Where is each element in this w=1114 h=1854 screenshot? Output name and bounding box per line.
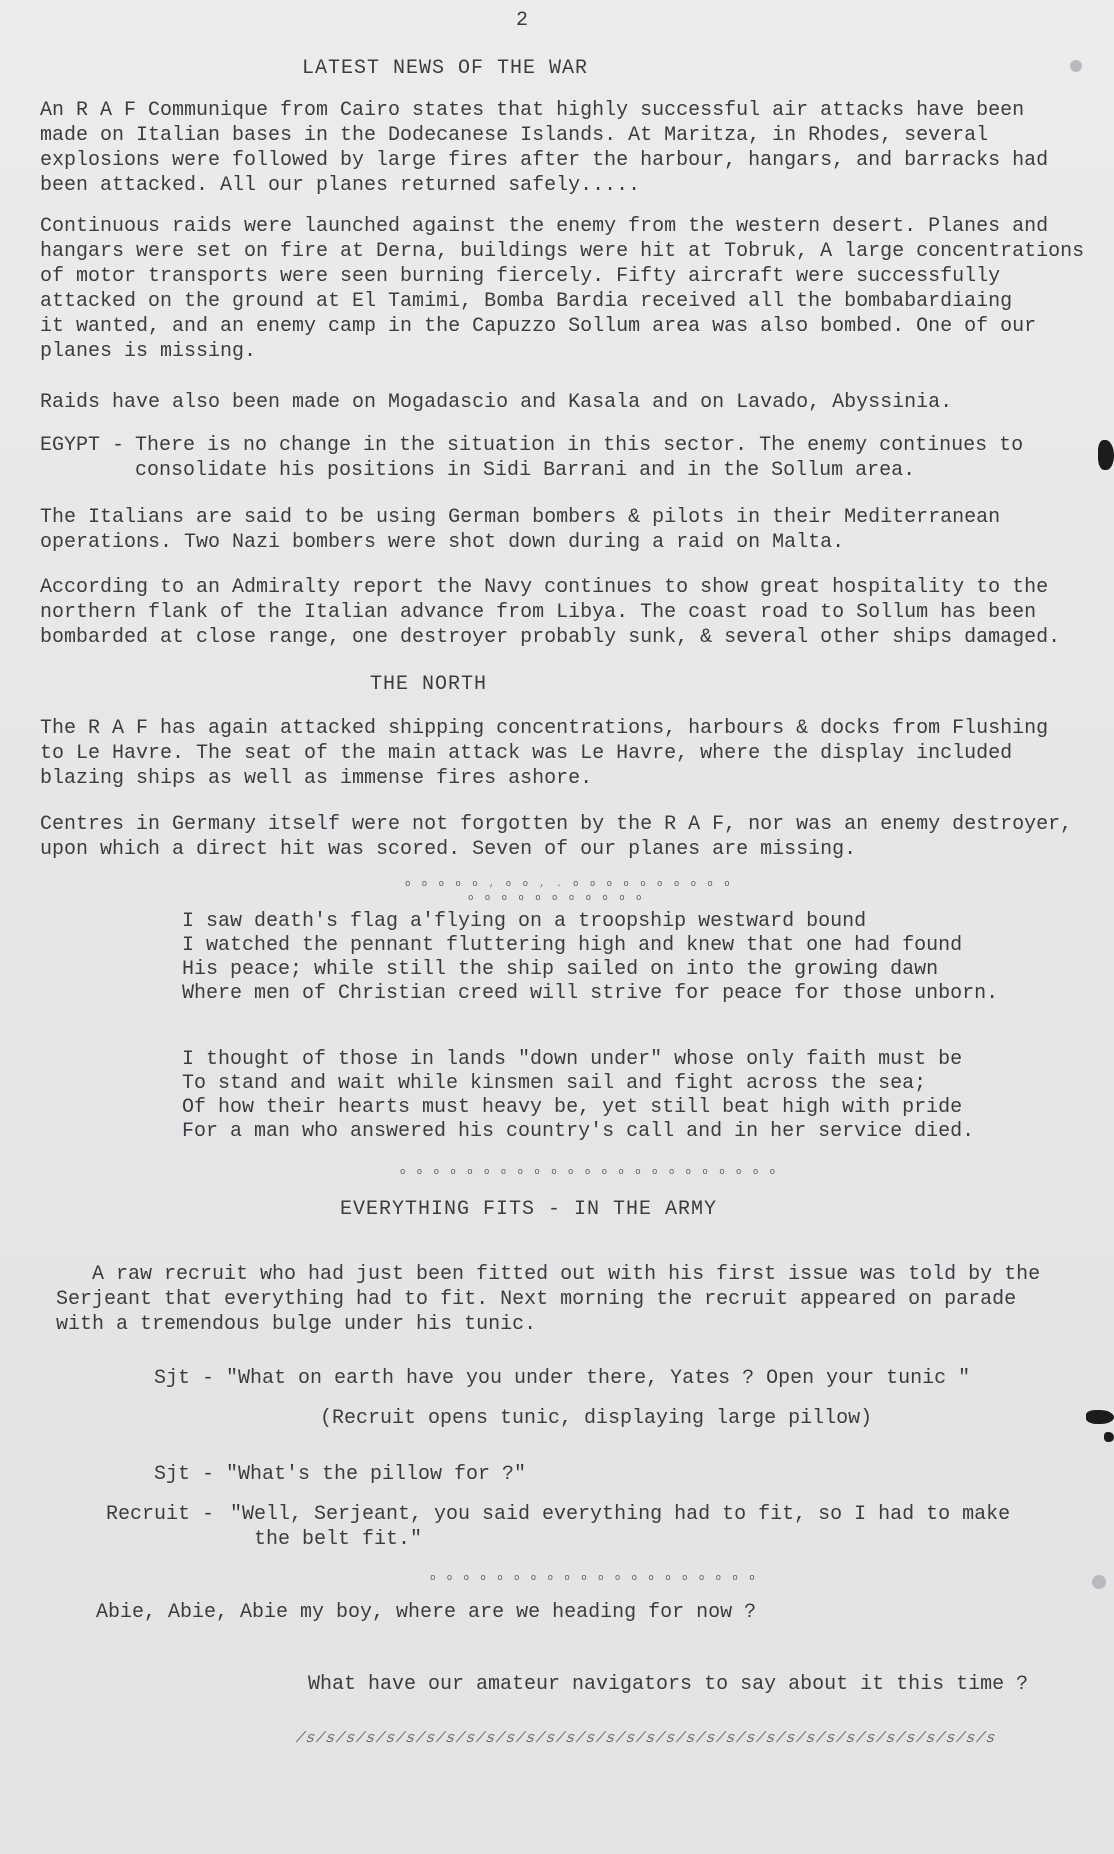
text-line: Continuous raids were launched against the enemy from the western desert. Planes and (40, 215, 1049, 238)
paragraph-admiralty (40, 575, 1080, 650)
closing-navigators: What have our amateur navigators to say about it this time ? (308, 1673, 1029, 1696)
poem-line: Where men of Christian creed will strive for peace for those unborn. (182, 982, 999, 1005)
separator-dots: o o o o o o o o o o o (468, 893, 645, 903)
paragraph-mogadiscio (40, 390, 1080, 415)
text-line: There is no change in the situation in this sector. The enemy continues to (135, 434, 1024, 457)
text-line: consolidate his positions in Sidi Barrani and in the Sollum area. (135, 459, 916, 482)
text-line: blazing ships as well as immense fires ashore. (40, 767, 593, 790)
speaker-label: Recruit - (106, 1503, 215, 1526)
poem-line: His peace; while still the ship sailed on into the growing dawn (182, 958, 939, 981)
paper-speck (1070, 60, 1082, 72)
page-headline: LATEST NEWS OF THE WAR (302, 57, 589, 80)
speaker-label: Sjt - (154, 1463, 215, 1486)
dialogue-text: "What on earth have you under there, Yates ? Open your tunic " (226, 1367, 971, 1390)
text-line: attacked on the ground at El Tamimi, Bomba Bardia received all the bombabardiaing (40, 290, 1013, 313)
dialogue-sjt-2 (154, 1462, 1074, 1488)
closing-abie: Abie, Abie, Abie my boy, where are we heading for now ? (96, 1601, 757, 1624)
text-line: The Italians are said to be using German bombers & pilots in their Mediterranean (40, 506, 1001, 529)
paragraph-italians (40, 505, 1080, 555)
text-line: Serjeant that everything had to fit. Next morning the recruit appeared on parade (56, 1288, 1017, 1311)
text-line: explosions were followed by large fires after the harbour, hangars, and barracks had (40, 149, 1049, 172)
text-line: of motor transports were seen burning fiercely. Fifty aircraft were successfully (40, 265, 1001, 288)
dialogue-sjt-1 (154, 1366, 1074, 1392)
poem-line: Of how their hearts must heavy be, yet still beat high with pride (182, 1096, 963, 1119)
section-heading-north: THE NORTH (370, 673, 488, 696)
text-line: upon which a direct hit was scored. Seven of our planes are missing. (40, 838, 857, 861)
ink-blot (1086, 1410, 1114, 1424)
scribble-marks: /s/s/s/s/s/s/s/s/s/s/s/s/s/s/s/s/s/s/s/s/s/s/s/s/s/s/s/s/s/s/s/s/s/s/s (294, 1730, 998, 1747)
paragraph-western-desert (40, 214, 1085, 364)
dialogue-recruit (106, 1502, 1066, 1554)
separator-dots: o o o o o , o o , . o o o o o o o o o o (405, 879, 733, 889)
paper-speck (1092, 1575, 1106, 1589)
text-line: it wanted, and an enemy camp in the Capuzzo Sollum area was also bombed. One of our (40, 315, 1037, 338)
text-line: to Le Havre. The seat of the main attack was Le Havre, where the display included (40, 742, 1013, 765)
dialogue-text: "What's the pillow for ?" (226, 1463, 527, 1486)
dialogue-text: "Well, Serjeant, you said everything had to fit, so I had to make (230, 1503, 1011, 1526)
text-line: Centres in Germany itself were not forgotten by the R A F, nor was an enemy destroyer, (40, 813, 1073, 836)
paragraph-raf-communique (40, 98, 1080, 198)
poem-line: I saw death's flag a'flying on a troopship westward bound (182, 910, 867, 933)
section-heading-army: EVERYTHING FITS - IN THE ARMY (340, 1198, 718, 1221)
text-line: bombarded at close range, one destroyer probably sunk, & several other ships damaged. (40, 626, 1061, 649)
egypt-label: EGYPT - (40, 434, 125, 457)
separator-dots: o o o o o o o o o o o o o o o o o o o o (430, 1573, 758, 1583)
text-line: with a tremendous bulge under his tunic. (56, 1313, 537, 1336)
text-line: planes is missing. (40, 340, 257, 363)
poem-line: For a man who answered his country's call and in her service died. (182, 1120, 975, 1143)
poem-stanza-2 (182, 1048, 1062, 1144)
stage-direction: (Recruit opens tunic, displaying large pillow) (320, 1407, 873, 1430)
text-line: operations. Two Nazi bombers were shot down during a raid on Malta. (40, 531, 845, 554)
text-line: An R A F Communique from Cairo states that highly successful air attacks have been (40, 99, 1025, 122)
text-line: hangars were set on fire at Derna, buildings were hit at Tobruk, A large concentrations (40, 240, 1085, 263)
text-line: A raw recruit who had just been fitted out with his first issue was told by the (92, 1263, 1041, 1286)
text-line: Raids have also been made on Mogadascio and Kasala and on Lavado, Abyssinia. (40, 391, 953, 414)
page-number: 2 (516, 9, 529, 32)
text-line: The R A F has again attacked shipping concentrations, harbours & docks from Flushing (40, 717, 1049, 740)
paragraph-egypt (40, 433, 1080, 485)
poem-line: I watched the pennant fluttering high and knew that one had found (182, 934, 963, 957)
paragraph-army-intro (56, 1262, 1096, 1337)
text-line: According to an Admiralty report the Navy continues to show great hospitality to the (40, 576, 1049, 599)
paragraph-north-shipping (40, 716, 1080, 791)
separator-dots: o o o o o o o o o o o o o o o o o o o o o o o (400, 1167, 779, 1177)
text-line: been attacked. All our planes returned safely..... (40, 174, 641, 197)
text-line: northern flank of the Italian advance from Libya. The coast road to Sollum has been (40, 601, 1037, 624)
text-line: made on Italian bases in the Dodecanese Islands. At Maritza, in Rhodes, several (40, 124, 989, 147)
poem-line: To stand and wait while kinsmen sail and fight across the sea; (182, 1072, 927, 1095)
paragraph-north-germany (40, 812, 1080, 862)
ink-blot (1104, 1432, 1114, 1442)
poem-line: I thought of those in lands "down under" whose only faith must be (182, 1048, 963, 1071)
poem-stanza-1 (182, 910, 1062, 1006)
speaker-label: Sjt - (154, 1367, 215, 1390)
dialogue-text: the belt fit." (254, 1528, 423, 1551)
